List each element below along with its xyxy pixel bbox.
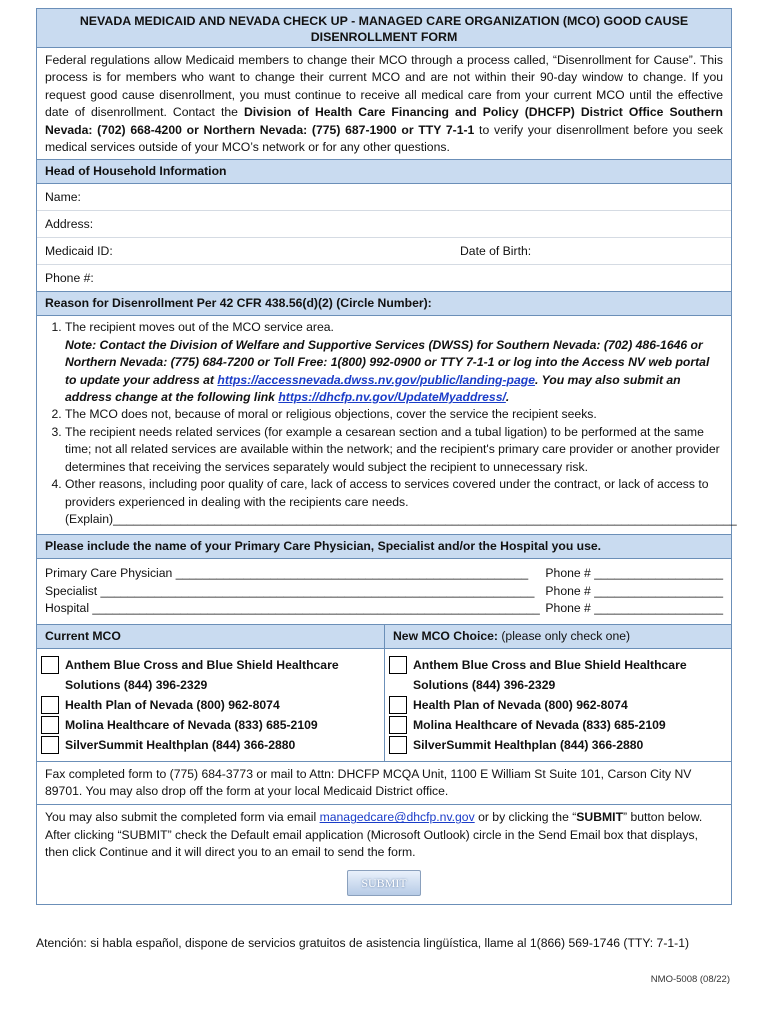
accessnevada-link[interactable]: https://accessnevada.dwss.nv.gov/public/landing-page bbox=[217, 372, 536, 387]
address-label: Address: bbox=[45, 217, 94, 232]
new-mco-option-label: Molina Healthcare of Nevada (833) 685-2109 bbox=[413, 717, 666, 732]
current-mco-heading: Current MCO bbox=[37, 625, 384, 649]
medicaid-id-row bbox=[37, 238, 731, 265]
pcp-field[interactable]: Primary Care Physician ____________________________________________________ bbox=[45, 566, 529, 581]
reason-note bbox=[65, 338, 709, 404]
email-link[interactable]: managedcare@dhcfp.nv.gov bbox=[319, 810, 475, 825]
pcp-phone-field[interactable]: Phone # ___________________ bbox=[545, 566, 723, 581]
reason-item-1-text: The recipient moves out of the MCO service area. bbox=[65, 320, 334, 335]
intro-text-1: Federal regulations allow Medicaid members to change their MCO through a process called, “Disenrollment for Cause”. This process is for members who want to change their current MCO and are not within their 90-day window to change. If you request good cause disenrollment, you must continue to receive all medical care from your current MCO until the effective date of disenrollment. Contact the bbox=[45, 53, 723, 120]
form-title-line1: NEVADA MEDICAID AND NEVADA CHECK UP - MANAGED CARE ORGANIZATION (MCO) GOOD CAUSE bbox=[79, 14, 689, 28]
specialist-phone-field[interactable]: Phone # ___________________ bbox=[545, 583, 723, 598]
phone-field[interactable] bbox=[37, 265, 731, 292]
reason-item-1[interactable] bbox=[65, 319, 723, 406]
submit-button[interactable]: SUBMIT bbox=[347, 870, 421, 896]
intro-contact-info: Division of Health Care Financing and Policy (DHCFP) District Office Southern Nevada: (702) 668-4200 or Northern Nevada: (775) 687-1900 or TTY 7-1-1 bbox=[45, 105, 723, 137]
email-submit-word: SUBMIT bbox=[576, 810, 624, 825]
reason-note-text-b: . You may also submit an address change at the following link bbox=[65, 372, 681, 405]
name-label: Name: bbox=[45, 190, 81, 205]
new-mco-option[interactable] bbox=[389, 735, 727, 755]
checkbox[interactable] bbox=[389, 736, 407, 754]
form-number: NMO-5008 (08/22) bbox=[650, 974, 730, 985]
checkbox[interactable] bbox=[389, 716, 407, 734]
email-instructions bbox=[37, 805, 731, 903]
phone-label: Phone #: bbox=[45, 271, 94, 286]
household-heading: Head of Household Information bbox=[37, 160, 731, 184]
current-mco-option[interactable] bbox=[41, 695, 380, 715]
form-title-line2: DISENROLLMENT FORM bbox=[310, 30, 458, 44]
providers-section bbox=[37, 559, 731, 624]
new-mco-option-label: SilverSummit Healthplan (844) 366-2880 bbox=[413, 737, 644, 752]
checkbox[interactable] bbox=[41, 696, 59, 714]
new-mco-heading-label: New MCO Choice: bbox=[393, 628, 498, 643]
current-mco-column bbox=[37, 625, 384, 761]
current-mco-option-label: SilverSummit Healthplan (844) 366-2880 bbox=[65, 737, 296, 752]
mco-section bbox=[37, 625, 731, 762]
providers-heading: Please include the name of your Primary Care Physician, Specialist and/or the Hospital you use. bbox=[37, 535, 731, 559]
current-mco-option-label: Anthem Blue Cross and Blue Shield Healthcare Solutions (844) 396-2329 bbox=[65, 657, 339, 692]
new-mco-option-label: Health Plan of Nevada (800) 962-8074 bbox=[413, 697, 628, 712]
reason-item-4[interactable] bbox=[65, 476, 737, 528]
intro-paragraph bbox=[37, 48, 731, 160]
current-mco-option[interactable] bbox=[41, 715, 380, 735]
new-mco-option[interactable] bbox=[389, 655, 727, 695]
new-mco-option[interactable] bbox=[389, 695, 727, 715]
update-address-link[interactable]: https://dhcfp.nv.gov/UpdateMyaddress/ bbox=[278, 390, 506, 405]
current-mco-option-label: Molina Healthcare of Nevada (833) 685-2109 bbox=[65, 717, 318, 732]
email-text-2: or by clicking the “ bbox=[474, 810, 577, 825]
new-mco-column bbox=[384, 625, 731, 761]
form-title bbox=[37, 9, 731, 48]
intro-text-2: to verify your disenrollment before you seek medical services outside of your MCO’s network or for any other questions. bbox=[45, 122, 723, 155]
reason-note-text-c: . bbox=[505, 390, 510, 405]
new-mco-heading bbox=[385, 625, 731, 649]
medicaid-id-label[interactable]: Medicaid ID: bbox=[45, 244, 113, 259]
name-field[interactable] bbox=[37, 184, 731, 211]
reason-list bbox=[37, 316, 737, 535]
current-mco-option[interactable] bbox=[41, 735, 380, 755]
date-of-birth-label[interactable]: Date of Birth: bbox=[460, 244, 532, 259]
current-mco-option-label: Health Plan of Nevada (800) 962-8074 bbox=[65, 697, 280, 712]
checkbox[interactable] bbox=[41, 736, 59, 754]
email-text-1: You may also submit the completed form via email bbox=[45, 810, 320, 825]
email-text-3: ” button below. After clicking “SUBMIT” check the Default email application (Microsoft Outlook) circle in the Send Email box that displays, then click Continue and it will direct you to an email to send the form. bbox=[45, 810, 703, 860]
disenrollment-form bbox=[36, 8, 737, 905]
new-mco-option[interactable] bbox=[389, 715, 727, 735]
reason-item-2[interactable]: 2. The MCO does not, because of moral or religious objections, cover the service the recipient seeks. bbox=[65, 406, 723, 423]
checkbox[interactable] bbox=[41, 656, 59, 674]
checkbox[interactable] bbox=[389, 656, 407, 674]
reason-note-text-a: Note: Contact the Division of Welfare and Supportive Services (DWSS) for Southern Nevada: (702) 486-1646 or Northern Nevada: (775) 684-7200 or Toll Free: 1(800) 992-0900 or TTY 7-1-1 or log into the Access NV web portal to update your address at bbox=[65, 337, 710, 387]
new-mco-option-label: Anthem Blue Cross and Blue Shield Healthcare Solutions (844) 396-2329 bbox=[413, 657, 687, 692]
address-field[interactable] bbox=[37, 211, 731, 238]
specialist-field[interactable]: Specialist ________________________________________________________________ bbox=[45, 583, 535, 598]
fax-instructions: Fax completed form to (775) 684-3773 or mail to Attn: DHCFP MCQA Unit, 1100 E William St Suite 101, Carson City NV 89701. You may also drop off the form at your local Medicaid District office. bbox=[37, 762, 731, 806]
current-mco-option[interactable] bbox=[41, 655, 380, 695]
reason-item-3[interactable]: 3. The recipient needs related services (for example a cesarean section and a tubal ligation) to be performed at the same time; not all related services are available within the network; and the recipient's primary care provider or another provider determines that receiving the services separately would subject the recipient to unnecessary risk. bbox=[65, 424, 723, 476]
checkbox[interactable] bbox=[389, 696, 407, 714]
hospital-field[interactable]: Hospital __________________________________________________________________ bbox=[45, 601, 540, 616]
checkbox[interactable] bbox=[41, 716, 59, 734]
explain-field[interactable]: (Explain)____________________________________________________________________________________________ bbox=[65, 511, 737, 526]
language-assistance-notice: Atención: si habla español, dispone de servicios gratuitos de asistencia lingüística, llame al 1(866) 569-1746 (TTY: 7-1-1) bbox=[36, 936, 690, 950]
reason-item-4-text: Other reasons, including poor quality of care, lack of access to services covered under the contract, or lack of access to providers experienced in dealing with the recipients care needs. bbox=[65, 477, 709, 509]
hospital-phone-field[interactable]: Phone # ___________________ bbox=[545, 601, 723, 616]
reason-heading: Reason for Disenrollment Per 42 CFR 438.56(d)(2) (Circle Number): bbox=[37, 292, 731, 316]
new-mco-heading-note: (please only check one) bbox=[497, 628, 631, 643]
